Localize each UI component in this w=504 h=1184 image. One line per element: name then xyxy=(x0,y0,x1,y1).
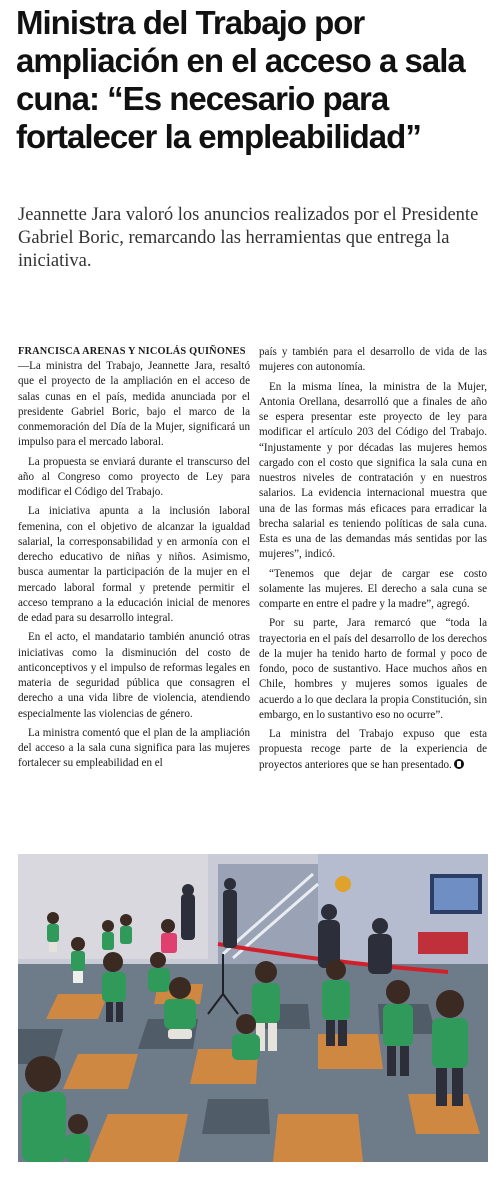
body-paragraph: Por su parte, Jara remarcó que “toda la trayectoria en el país del desarrollo de los derechos de la mujer ha tenido harto de formal y poco de fondo, poco de sustantivo. Hace muchos años en Chile, hombres y mujeres somos iguales de acuerdo a lo que declara la propia Constitución, sin embargo, en lo sustantivo eso no ocurre”. xyxy=(259,617,487,721)
body-paragraph: La propuesta se enviará durante el transcurso del año al Congreso como proyecto de Ley para modificar el Código del Trabajo. xyxy=(18,455,250,498)
body-paragraph: país y también para el desarrollo de vida de las mujeres con autonomía. xyxy=(259,346,487,374)
body-paragraph: En la misma línea, la ministra de la Mujer, Antonia Orellana, desarrolló que a finales de año se espera presentar este proyecto de ley para modificar el artículo 203 del Código del Trabajo. “Injustamente y por décadas las mujeres hemos cargado con el costo que significa la sala cuna en nuestros niveles de contratación y en nuestros salarios. La evidencia internacional muestra que una de las formas más eficaces para erradicar la brecha salarial es teniendo políticas de sala cuna. Esta es una de las demandas más sentidas por las mujeres”, indicó. xyxy=(259,380,487,561)
final-paragraph-text: La ministra del Trabajo expuso que esta propuesta recoge parte de la experiencia de proyectos anteriores que se han presentado. xyxy=(259,728,487,771)
article-photo xyxy=(18,854,488,1162)
body-paragraph: —La ministra del Trabajo, Jeannette Jara, resaltó que el proyecto de la ampliación en el acceso de salas cunas en el país, medida anunciada por el presidente Gabriel Boric, bajo el marco de la conmemoración del Día de la Mujer, significará un impulso para el mercado laboral. xyxy=(18,360,250,449)
body-paragraph-final xyxy=(259,727,487,773)
body-paragraph: “Tenemos que dejar de cargar ese costo solamente las mujeres. El derecho a sala cuna se comparte en entre el padre y la madre”, agregó. xyxy=(259,567,487,610)
article-column-right xyxy=(259,345,487,777)
headline: Ministra del Trabajo por ampliación en el acceso a sala cuna: “Es necesario para fortalecer la empleabilidad” xyxy=(16,4,465,155)
end-of-article-icon xyxy=(454,759,464,769)
body-paragraph: La ministra comentó que el plan de la ampliación del acceso a la sala cuna significa para las mujeres fortalecer su empleabilidad en el xyxy=(18,726,250,770)
byline: FRANCISCA ARENAS Y NICOLÁS QUIÑONES xyxy=(18,346,246,357)
lead-paragraph: Jeannette Jara valoró los anuncios realizados por el Presidente Gabriel Boric, remarcando las herramientas que entrega la iniciativa. xyxy=(18,205,479,271)
article-column-left xyxy=(18,345,250,776)
body-paragraph: La iniciativa apunta a la inclusión laboral femenina, con el objetivo de alcanzar la igualdad salarial, la corresponsabilidad y en armonía con el derecho educativo de niñas y niños. Asimismo, busca aumentar la participación de la mujer en el mercado laboral formal y pretende permitir el acceso temprano a la educación inicial de menores de edad para su desarrollo integral. xyxy=(18,505,250,624)
body-paragraph: En el acto, el mandatario también anunció otras iniciativas como la disminución del costo de anticonceptivos y el impulso de reformas legales en materia de seguridad pública que consagren el derecho a una vida libre de violencia, atendiendo especialmente las violencias de género. xyxy=(18,631,250,720)
